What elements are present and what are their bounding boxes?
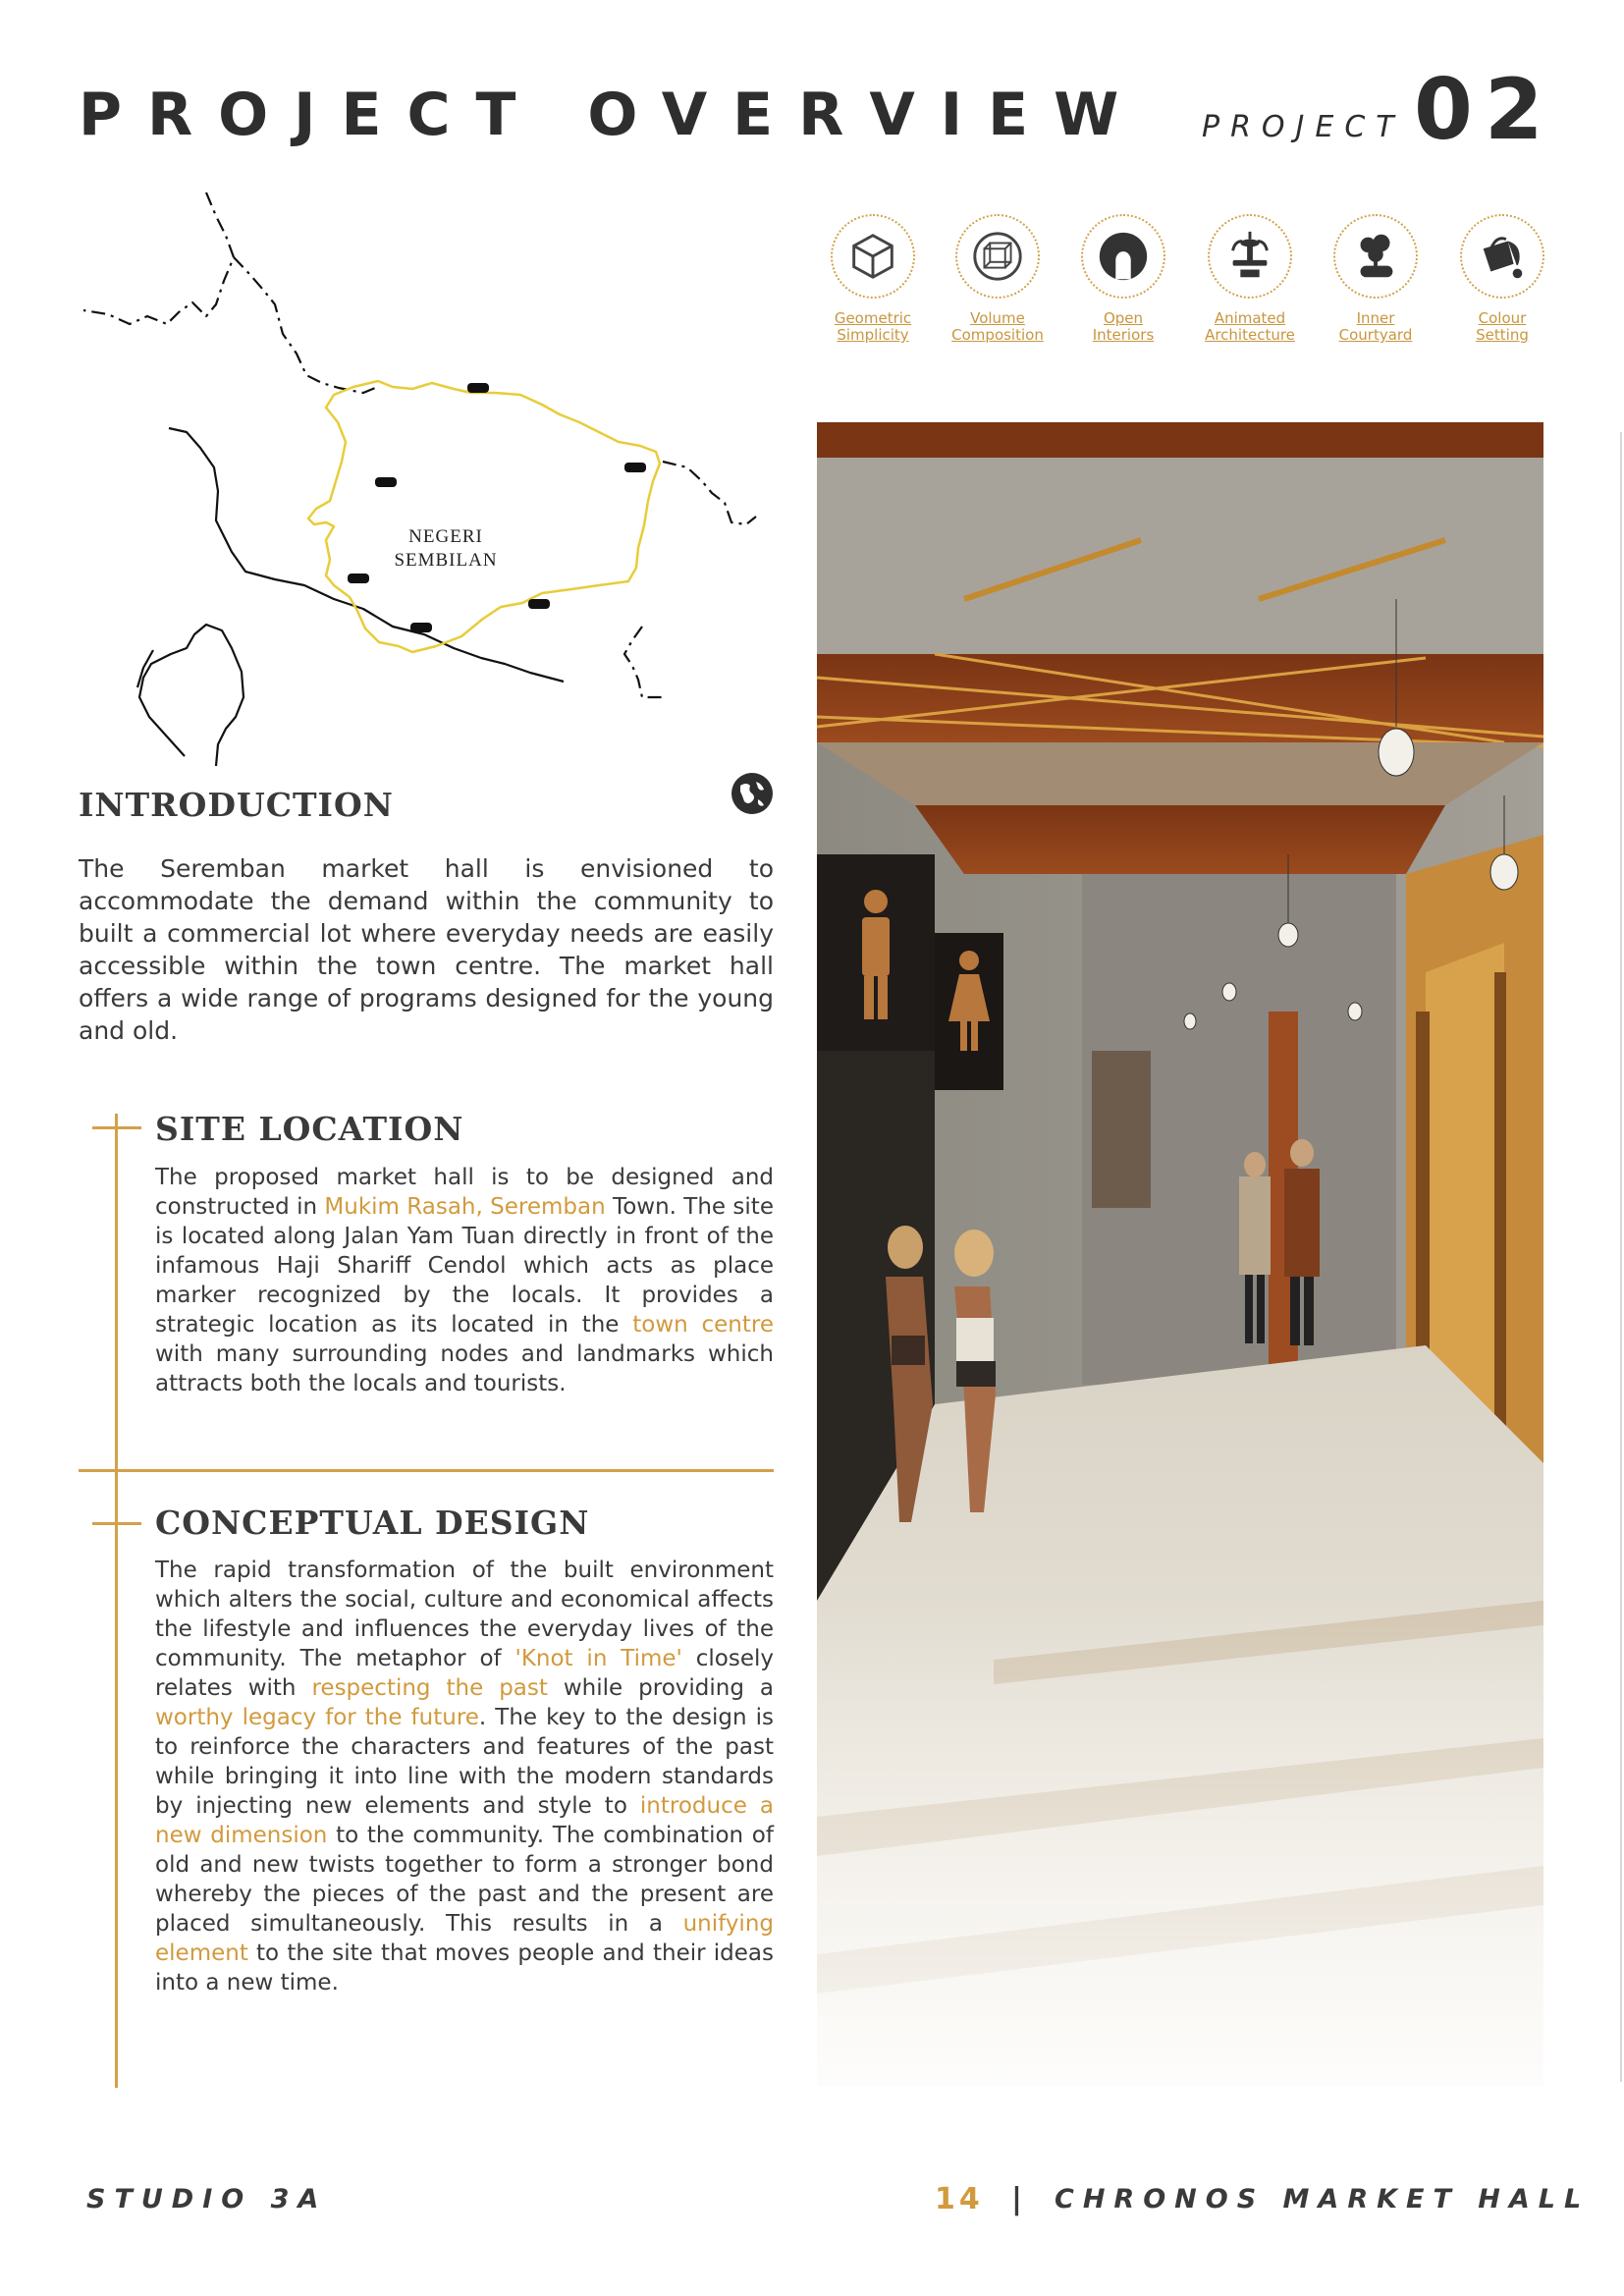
site-map <box>69 187 785 786</box>
feature-label: Interiors <box>1092 326 1155 344</box>
project-label: PROJECT <box>1202 110 1405 144</box>
plant-icon <box>1347 228 1404 285</box>
feature-label: Inner <box>1356 309 1395 327</box>
footer-studio: STUDIO 3A <box>86 2184 328 2214</box>
feature-label: Colour <box>1478 309 1527 327</box>
cube-icon <box>844 228 901 285</box>
introduction-text: The Seremban market hall is envisioned to accommodate the demand within the community to built a commercial lot where everyday needs are easily accessible within the town centre. The market hall offers a wide range of programs designed for the young and old. <box>79 854 774 1045</box>
fountain-icon <box>1221 228 1278 285</box>
footer-separator: | <box>1011 2182 1022 2216</box>
timeline-tick <box>92 1522 141 1525</box>
footer-project-name: CHRONOS MARKET HALL <box>1055 2184 1591 2214</box>
introduction-heading: INTRODUCTION <box>79 786 394 824</box>
feature-label: Geometric <box>834 309 912 327</box>
conceptual-design-text: The rapid transformation of the built environment which alters the social, culture and economical affects the lifestyle and influences the everyday lives of the community. The metaphor of 'Knot in Time' closely relates with respecting the past while providing a worthy legacy for the future. The key to the design is to reinforce the characters and features of the past while bringing it into line with the modern standards by injecting new elements and style to introduce a new dimension to the community. The combination of old and new twists together to form a stronger bond whereby the pieces of the past and the present are placed simultaneously. This results in a unifying element to the site that moves people and their ideas into a new time. <box>155 1558 774 1995</box>
page-title: PROJECT OVERVIEW <box>79 81 1145 149</box>
feature-volume-composition <box>929 214 1066 344</box>
feature-label: Simplicity <box>837 326 909 344</box>
paint-bucket-icon <box>1474 228 1531 285</box>
site-location-heading: SITE LOCATION <box>155 1110 464 1148</box>
box-volume-icon <box>969 228 1026 285</box>
feature-label: Courtyard <box>1338 326 1413 344</box>
feature-label: Setting <box>1476 326 1529 344</box>
timeline-line <box>115 1114 118 2088</box>
project-number: 02 <box>1414 61 1555 159</box>
site-location-text: The proposed market hall is to be designed and constructed in Mukim Rasah, Seremban Town. The site is located along Jalan Yam Tuan directly in front of the infamous Haji Shariff Cendol which acts as place marker recognized by the locals. It provides a strategic location as its located in the town centre with many surrounding nodes and landmarks which attracts both the locals and tourists. <box>155 1165 775 1396</box>
section-divider <box>79 1469 774 1472</box>
timeline-tick <box>92 1126 141 1129</box>
conceptual-design-heading: CONCEPTUAL DESIGN <box>155 1503 590 1542</box>
feature-label: Volume <box>970 309 1025 327</box>
interior-render-image <box>817 422 1543 2086</box>
map-label-line2: SEMBILAN <box>394 550 498 571</box>
feature-label: Open <box>1103 309 1144 327</box>
feature-colour-setting <box>1434 214 1571 344</box>
feature-geometric-simplicity <box>804 214 942 344</box>
feature-label: Composition <box>951 326 1044 344</box>
feature-inner-courtyard <box>1307 214 1444 344</box>
feature-open-interiors <box>1055 214 1192 344</box>
feature-animated-architecture <box>1181 214 1319 344</box>
page-edge-line <box>1620 432 1622 2082</box>
arch-opening-icon <box>1095 228 1152 285</box>
feature-label: Animated <box>1214 309 1286 327</box>
feature-label: Architecture <box>1205 326 1295 344</box>
globe-icon <box>731 772 774 815</box>
page-number: 14 <box>935 2182 984 2216</box>
map-label-line1: NEGERI <box>408 526 483 547</box>
